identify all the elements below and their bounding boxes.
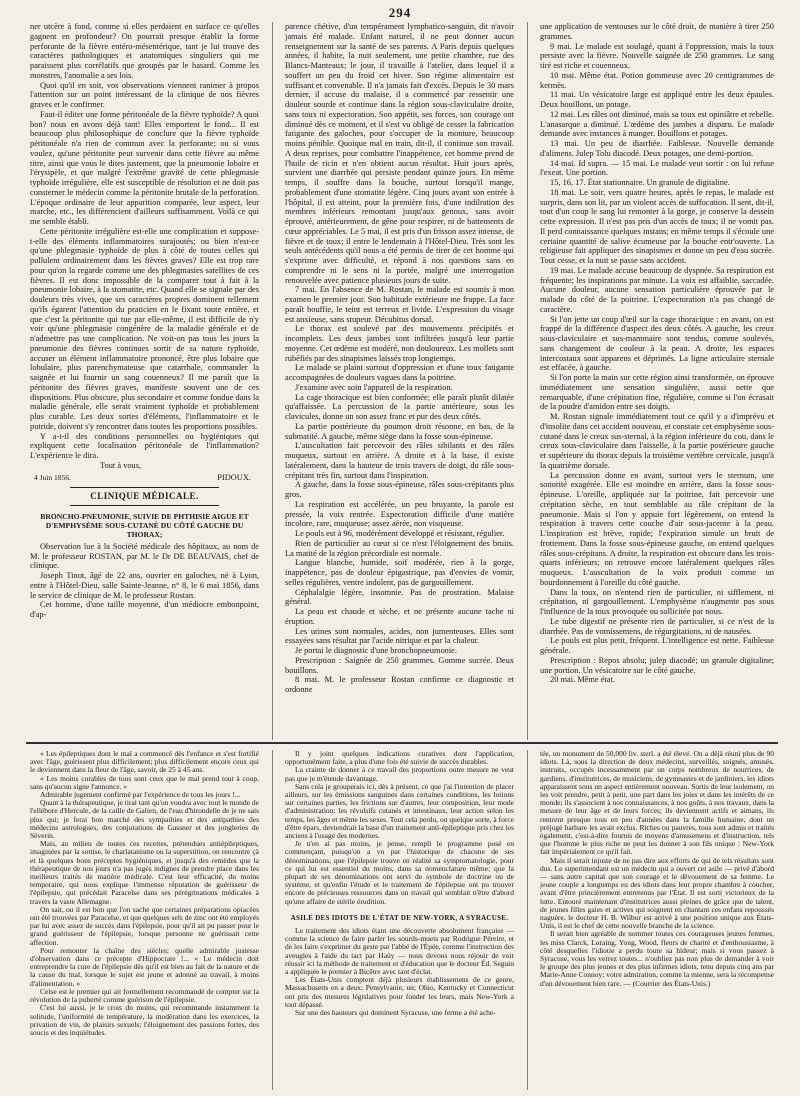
top-column-2: [285, 22, 514, 740]
paragraph: M. Rostan signale immédiatement tout ce qu'il y a d'imprévu et d'insolite dans cet accident nouveau, et constate cet emphysème sous-cutané dans le creux sus-sternal, à la région inférieure du cou, dans le creux sous-claviculaire dans l'aisselle, à la partie postérieure gauche et supérieure du thorax depuis la troisième vertèbre cervicale, jusqu'à la quatrième dorsale.: [540, 412, 774, 470]
paragraph: Sans cela je grouperais ici, dès à présent, ce que j'ai l'intention de placer ailleurs, sur les émissions sanguines dans certaines conditions, les lotions sur certaines parties, les frictions sur d'autres, leur composition, leur mode d'administration; les révulsifs cutanés et intestinaux, leur action selon les temps, les âges et même les sexes. Tout cela perdu, ou quelque sorte, à force d'être épars, deviendrait la base d'un traitement anti-épileptique pris chez les anciens à l'usage des modernes.: [285, 781, 514, 841]
paragraph: Je portai le diagnostic d'une bronchopneumonie.: [295, 646, 457, 655]
bottom-column-1: [30, 750, 259, 1090]
paragraph: Pour remonter la chaîne des siècles; quelle admirable justesse d'observation dans ce précepte d'Hippocrate !... « Le médecin doit entreprendre la cure de l'épilepsie dès qu'il est bien au fait de la nature et de la cause du mal, lorsque le sujet est jeune et adonné au travail, à moins d'alimentation. »: [30, 945, 259, 988]
paragraph: Si l'on porte la main sur cette région ainsi transformée, on éprouve immédiatement une sensation singulière, aussi nette que remarquable, d'une crépitation fine, régulière, comme si l'on écrasait de la poudre d'amidon entre ses doigts.: [540, 373, 774, 412]
paragraph: Faut-il éditer une forme péritonéale de la fièvre typhoïde? A quoi bon? nous en avons déjà tant! Elles emportent le fond... Il est beaucoup plus philosophique de conclure que la fièvre typhoïde péritonéale n'a rien de commun avec la perforante; ou si vous voulez, qu'une péritonite peut survenir dans cette fièvre au même titre, ainsi que vous le dites justement, que la pneumonie lobaire et l'érysipèle, et que malgré l'extrême gravité de cette phlegmasie typhoïde irrégulière, elle est susceptible de résolution et ne doit pas consterner le médecin comme la péritonite brutale de la perforation. L'époque ordinaire de leur apparition comparée, leur aspect, leur marche, etc., les différencient d'ailleurs suffisamment. Voilà ce qui me semble établi.: [30, 109, 259, 226]
paragraph: Langue blanche, humide, soif modérée, rien à la gorge, inappétence, pas de douleur épigastrique, pas d'envies de vomir, selles régulières, ventre indolent, pas de gargouillement.: [285, 558, 514, 587]
paragraph: 12 mai. Les râles ont diminué, mais sa toux est opiniâtre et rebelle. L'anasarque a diminué. L'œdème des jambes a disparu. Le malade demande avec instances à manger. Bouillons et potages.: [540, 109, 774, 139]
section-title: CLINIQUE MÉDICALE.: [90, 491, 199, 501]
paragraph: Je n'en ai pas moins, je pense, rempli le programme posé en commençant, puisqu'on a vu par l'historique de chacune de ses dénominations, que l'épilepsie trouve en réalité sa symptomatologie, pour ce qui lui est essentiel du moins, dans sa nomenclature même; que la plupart de ses dénominations ont servi de symbole de doctrine ou de système, et qu'enfin l'étude et le traitement de l'épilepsie ont pu trouver encore de précieuses ressources dans un travail qui semblait n'être d'abord qu'une affaire de stérile érudition.: [285, 839, 514, 906]
paragraph: 20 mai. Même état.: [550, 675, 615, 685]
paragraph: Si l'on jette un coup d'œil sur la cage thoracique : en avant, on est frappé de la différence d'aspect des deux côtés. A gauche, les creux sous-claviculaire et sus-mammaire sont tendus, comme soulevés, sans changement de couleur à la peau. A droite, les espaces intercostaux sont apparens et déprimés. La ligne articulaire sternale est effacée, à gauche.: [540, 314, 774, 373]
paragraph: La crainte de donner à ce travail des proportions outre mesure ne veut pas que je m'étende davantage.: [285, 765, 514, 783]
paragraph: 18 mai. Le soir, vers quatre heures, après le repas, le malade est surpris, dans son lit, par un violent accès de suffocation. Il sent, dit-il, tout d'un coup le sang lui remonter à la gorge, je conserve la dessein cette expression. Il n'est pas pris d'un accès de toux; il ne vomit pas. Il perd connaissance quelques instans; en même temps il s'écoule une certaine quantité de salive écumeuse par la bouche entr'ouverte. La religieuse fait appliquer des sinapismes et donne un peu d'eau sucrée. Tout cesse, et la nuit se passe sans accident.: [540, 187, 774, 265]
column-divider: [272, 22, 273, 740]
paragraph: Mais il serait injuste de ne pas dire aux efforts de qui de tels résultats sont dus. Le superintendant est un médecin qui a ouvert cet asile — privé d'abord — sans autre capital que son courage et le dévouement de sa femme. Le jeune couple a longtemps eu des idiots dans leur propre chambre à coucher, avant d'être princièrement entretenus par l'État. Il est sorti victorieux de la lutte. Entouré maintenant d'institutrices aussi pleines de grâce que de talent, de jeunes filles gaies et actives qui soignent en chantant ces enfans repoussés naguère, le docteur H. B. Wilbur est arrivé à une position unique aux États-Unis, il est le chef de cette nouvelle branche de la science.: [540, 855, 774, 931]
paragraph: Cette péritonite irrégulière est-elle une complication et suppose-t-elle des éléments inflammatoires surajoutés; ou bien n'est-ce qu'une phlegmasie typhoïde de plus à côté de toutes celles qui pullulent ordinairement dans les fièvres graves? Elle est trop rare pour qu'on la regarde comme une des phlegmasies satellites de ces fièvres. Il est donc impossible de la comparer tout à fait à la pneumonie lobaire, à la stomatite, etc. Quand elle se signale par des douleurs très vives, que ses caractères propres dominent tellement qu'ils égarent l'attention du praticien en le fixant toute entière, et que c'est la péritonite qui tue par elle-même, il est difficile de n'y voir qu'une phlegmasie congénère de la maladie générale et de n'admettre pas une complication. Ne voit-on pas tous les jours la pneumonie des fièvres continues sortir de sa nature typhoïde, accuser un élément inflammatoire prononcé, être plus lobaire que lobulaire, plus parenchymateuse que catarrhale, commander la saignée et lui fournir un sang couenneux? Il me paraît que la péritonite des fièvres graves, manifeste souvent une de ces dispositions. Plus obscure, plus secondaire et comme fondue dans la maladie générale, elle serait vraiment typhoïde et probablement plus curable. Les deux sortes d'éléments, l'inflammatoire et le putride, doivent s'y rencontrer dans toutes les proportions possibles.: [30, 226, 259, 431]
article-title: BRONCHO-PNEUMONIE, SUIVIE DE PHTHISIE AIGUE ET D'EMPHYSÈME SOUS-CUTANÉ DU CÔTÉ GAUCHE DU THORAX;: [40, 511, 249, 539]
paragraph: « Les épileptiques dont le mal a commencé dès l'enfance et s'est fortifié avec l'âge, guérissent plus difficilement; plus difficilement encore ceux qui le deviennent dans la fleur de l'âge, savoir, de 25 à 45 ans.: [30, 750, 259, 775]
paragraph: J'examine avec soin l'appareil de la respiration.: [295, 382, 453, 392]
paragraph: Le pouls est à 96, modérément développé et résistant, régulier.: [295, 529, 505, 538]
column-divider: [527, 750, 528, 1090]
paragraph: Admirable jugement confirmé par l'expérience de tous les jours !...: [40, 790, 241, 800]
paragraph: Il y joint quelques indications curatives dont l'application, opportunément faite, a plus d'une fois été suivie de succès durables.: [285, 750, 514, 767]
paragraph: L'auscultation fait percevoir des râles sibilants et des râles muqueux, surtout en arrière. A droite et à la base, il existe latéralement, dans la hauteur de trois travers de doigt, du râle sous-crépitant très fin, surtout dans l'inspiration.: [285, 441, 514, 480]
divider: [70, 487, 219, 488]
paragraph: Le traitement des idiots étant une découverte absolument française — comme la science de faire parler les sourds-muets par Rodrigue Péreire, et de les faire s'exprimer du geste par l'abbé de l'Épée, comme l'instruction des aveugles à l'aide du tact par Haüy — nous devons nous réjouir de voir réussir ici la méthode de traitement et d'éducation que le docteur Éd. Seguin a appliquée le premier à Bicêtre avec tant d'éclat.: [285, 926, 514, 977]
paragraph: 19 mai. Le malade accuse beaucoup de dyspnée. Sa respiration est fréquente; les inspirations par minute. La voix est affaiblie, saccadée. Aucune douleur, aucune sensation particulière éprouvée par le malade du côté de la poitrine. L'expectoration n'a pas changé de caractère.: [540, 265, 774, 314]
paragraph: ner utcère à fond, comme si elles perdaient en surface ce qu'elles gagnent en profondeur? On pourrait presque établir la forme perforante de la fièvre entéro-mésentérique, tant je lui trouve des caractères pathologiques et anatomiques singuliers qui me paraissent plus corrélatifs que groupés par le hasard. Comme les monstres, l'anomalie a ses lois.: [30, 22, 259, 80]
section-title: ASILE DES IDIOTS DE L'ÉTAT DE NEW-YORK, A SYRACUSE.: [290, 913, 509, 922]
paragraph: On sait, ou il est bon que l'on sache que certaines préparations opiacées ont été trouvées par Paracelse, et que quelques sels de zinc ont été employés par lui avec assez de succès dans l'épilepsie, pour qu'il ait pu passer pour le grand guérisseur de l'épilepsie, lorsque personne ne guérissait cette affection.: [30, 904, 259, 947]
bottom-column-2: [285, 750, 514, 1090]
paragraph: 7 mai. En l'absence de M. Rostan, le malade est soumis à mon examen le premier jour. Son habitude extérieure me frappe. La face paraît bouffie, le teint est terreux et livide. L'expression du visage est anxieuse, sans stupeur. Décubitus dorsal.: [285, 285, 514, 324]
paragraph: Mais, au milieu de toutes ces recettes, prétendues antiépileptiques, imaginées par la sottise, le charlatanisme ou la superstition, on rencontre çà et là quelques bons préceptes hygiéniques, et jusqu'à des remèdes que la thérapeutique de nos jours n'a pas jugés indignes de prendre place dans les meilleurs traités de matière médicale. C'est leur efficacité, du moins temporaire, qui nous explique l'immense réputation de guérisseur de l'épilepsie, qui précédait Paracelse dans ses pérégrinations médicales à travers la vaste Allemagne.: [30, 839, 259, 906]
article-intro: Observation lue à la Société médicale des hôpitaux, au nom de M. le professeur ROSTAN, par M. le Dr DE BEAUVAIS, chef de clinique.: [30, 541, 259, 571]
paragraph: La peau est chaude et sèche, et ne présente aucune tache ni éruption.: [285, 607, 514, 626]
paragraph: La cage thoracique est bien conformée; elle paraît plutôt dilatée qu'affaissée. La percussion de la partie antérieure, sous les clavicules, donne un son assez franc et pur des deux côtés.: [285, 392, 514, 421]
paragraph: Le thorax est soulevé par des mouvements précipités et incomplets. Les deux jambes sont infiltrées jusqu'à leur partie moyenne. Cet œdème est modéré, non douloureux. Les mollets sont rubéfiés par des sinapismes laissés trop longtemps.: [285, 324, 514, 363]
paragraph: 15, 16, 17. État stationnaire. Un granule de digitaline.: [550, 178, 730, 187]
signature: PIDOUX.: [217, 472, 251, 482]
paragraph: 11 mai. Un vésicatoire large est appliqué entre les deux épaules. Deux bouillons, un potage.: [540, 90, 774, 109]
paragraph: parence chétive, d'un tempérament lymphatico-sanguin, dit n'avoir jamais été malade. Enfant naturel, il ne peut donner aucun renseignement sur la santé de ses parents. A Paris depuis quelques années, il habite, la nuit seulement, une petite chambre, rue des Blancs-Manteaux; le jour, il travaille à l'atelier, dans lequel il a souffert un peu du froid cet hiver. Son régime alimentaire est suffisant et convenable. Il n'a jamais fait d'excès. Depuis le 30 mars dernier, il accuse du malaise, il a commencé par ressentir une douleur sourde et continue dans la région sous-claviculaire droite, sans toux ni expectoration. Son appétit, ses forces, son courage ont diminué dès ce moment, et il s'est vu obligé de cesser la fabrication fatigante des galoches, pour s'occuper de la monture, beaucoup moins pénible. Quoique mal en train, dit-il, il continue son travail. A deux reprises, pour combattre l'inappétence, cet homme prend de l'huile de ricin et n'en obtient aucun résultat. Huit jours après, survient une diarrhée qui persiste pendant quinze jours. En même temps, il souffre dans la bouche, surtout lorsqu'il mange, probablement d'une stomatite légère. Cinq jours avant son entrée à l'hôpital, il est atteint, pour la première fois, d'une indilration des membres inférieurs remontant jusqu'aux genoux, sans avoir éprouvé, antérieurement, de gêne pour respirer, ni de battements de cœur appréciables. Le 5 mai, il est pris d'un frisson assez intense, de fièvre et de toux; il entre le lendemain à l'Hôtel-Dieu. Très sont les seuls antécédents qu'il nous a été permis de tirer de cet homme qui s'exprime avec difficulté, et répond à nos questions sans en comprendre ni le sens ni la portée, malgré une interrogation renouvelée avec patience plusieurs jours de suite.: [285, 22, 514, 285]
paragraph: Prescription : Saignée de 250 grammes. Gomme sucrée. Deux bouillons.: [285, 655, 514, 675]
paragraph: Sur une des hauteurs qui dominent Syracuse, une ferme a été ache-: [295, 1008, 496, 1018]
feuilleton-rule: [26, 742, 778, 744]
paragraph: 9 mai. Le malade est soulagé, quant à l'oppression, mais la toux persiste avec la fièvre. Nouvelle saignée de 250 grammes. Le sang tiré est riche et couenneux.: [540, 41, 774, 70]
paragraph: Joseph Tinot, âgé de 22 ans, ouvrier en galoches, né à Lyon, entre à l'Hôtel-Dieu, salle Sainte-Jeanne, n° 8, le 6 mai 1856, dans le service de clinique de M. le professeur Rostan.: [30, 571, 259, 600]
paragraph: 14 mai. Id supra. — 15 mai. Le malade veut sortir : on lui refuse l'exeat. Une portion.: [540, 158, 774, 178]
paragraph: Celse est le premier qui ait formellement recommandé de compter sur la révolution de la puberté comme guérison de l'épilepsie.: [30, 986, 259, 1005]
paragraph: Quoi qu'il en soit, vos observations viennent ranimer à propos l'attention sur un point intéressant de la clinique de nos fièvres graves et le confirmer.: [30, 80, 259, 109]
paragraph: Y a-t-il des conditions personnelles ou hygiéniques qui expliquent cette localisation péritonéale de l'inflammation? L'expérience le dira.: [30, 431, 259, 460]
paragraph: Le malade se plaint surtout d'oppression et d'une toux fatigante accompagnées de douleurs vagues dans la poitrine.: [285, 363, 514, 382]
paragraph: 10 mai. Même état. Potion gommeuse avec 20 centigrammes de kermès.: [540, 70, 774, 90]
top-column-3: [540, 22, 774, 740]
paragraph: C'est lui aussi, je le crois du moins, qui recommande instamment la solitude, l'uniformité de température, la modération dans les exercices, la privation de vin, de plaisirs sexuels; l'éloignement des passions fortes, des soucis et des inquiétudes.: [30, 1003, 259, 1037]
divider: [70, 505, 219, 506]
column-divider: [527, 22, 528, 740]
paragraph: Céphalalgie légère, insomnie. Pas de prostration. Malaise général.: [285, 587, 514, 607]
column-divider: [272, 750, 273, 1090]
closing: Tout à vous,: [100, 460, 142, 470]
top-column-1: [30, 22, 259, 740]
paragraph: Il serait bien agréable de nommer toutes ces courageuses jeunes femmes, les miss Clarck, Loraing, Yong, Wood, fleurs de charité et d'enthousiasme, à côté desquelles l'idiotie a perdu toute sa hideur; mais si vous passez à Syracuse, vous les verrez toutes... n'oubliez pas non plus de demander à voir le groupe des plus jeunes et des plus infirmes idiots, tenu depuis cinq ans par Marie-Anne Connoy; votre admiration, comme la mienne, sera la récompense d'un dévouement bien rare. — (Courrier des États-Unis.): [540, 929, 774, 988]
paragraph: Les urines sont normales, acides, non jumenteuses. Elles sont essayées sans résultat par l'acide nitrique et par la chaleur.: [285, 626, 514, 646]
paragraph: La partie postérieure du poumon droit résonne, en bas, de la submatité. A gauche, même siège dans la fosse sous-épineuse.: [285, 421, 514, 441]
paragraph: La respiration est accélérée, un peu bruyante, la parole est pressée, la voix rentrée. Expectoration difficile d'une matière incolore, rare, muqueuse; assez aérée, non visqueuse.: [285, 499, 514, 529]
paragraph: Le pouls est plus petit, fréquent. L'intelligence est nette. Faiblesse générale.: [540, 636, 774, 655]
paragraph: « Les moins curables de tous sont ceux que le mal prend tout à coup, sans qu'aucun signe l'annonce. »: [30, 773, 259, 791]
paragraph: 8 mai. M. le professeur Rostan confirme ce diagnostic et ordonne: [285, 675, 514, 694]
paragraph: tée, un monument de 50,000 liv. sterl. a été élevé. On a déjà réuni plus de 90 idiots. Là, sous la direction de deux médecins, surveillés, soignés, amusés, instruits, occupés incessamment par un corps nombreux de nourrices, de gardiens, d'institutrices, de musiciens, de gymnastes et de jardiniers, les idiots apparaissent sous un aspect entièrement nouveau. Sortis de leur isolement, on les voit prendre, petit à petit, une part dans les joies et dans les intérêts de ce monde; ils s'associent à nos connaissances, à nos goûts, à nos travaux, dans la mesure de leur âge et de leurs forces; ils deviennent actifs et aimans, ils rentrent presque tous en peu d'années dans la famille humaine, dont un préjugé barbare les avait exclus. Riches ou pauvres, tous sont admis et traités également, c'est-à-dire fournis de moyens d'amusemens et d'instruction, tels que l'homme le plus riche ne peut les donner à son fils unique : New-York fait impérialement ce qu'il fait.: [540, 750, 774, 857]
letter-date: 4 Juin 1856.: [34, 473, 71, 483]
paragraph: 13 mai. Un peu de diarrhée. Faiblesse. Nouvelle demande d'alimens. Julep Tolu diacodé. Deux potages, une demi-portion.: [540, 139, 774, 158]
paragraph: Cet homme, d'une taille moyenne, d'un médiocre embonpoint, d'ap-: [30, 600, 259, 619]
paragraph: La percussion donne en avant, surtout vers le sternum, une sonorité exagérée. Elle est moindre en arrière, dans la fosse sous-épineuse. L'oreille, appliquée sur la poitrine, fait percevoir une crépitation sèche, en tout semblable au râle crépitant de la pneumonie. Mais si l'on y appuie fort légèrement, on entend la respiration à travers cette couche d'air sous-jacente à la peau. L'inspiration est brève, rapide; l'expiration simule un bruit de frottement. Dans la fosse sous-épineuse gauche, on entend quelques râles sous-crépitans. A droite, la respiration est obscure dans les trois-quarts inférieurs; on retrouve encore latéralement quelques râles muqueux. L'auscultation de la voix produit comme un bourdonnement à l'oreille du côté gauche.: [540, 470, 774, 587]
paragraph: Les États-Unis comptent déjà plusieurs établissemens de ce genre, Massachusetts en a deux; Pensylvanie, un; Ohio, Kentucky et Connecticut ont pris des mesures législatives pour fonder les leurs, mais New-York a tout dépassé.: [285, 975, 514, 1009]
paragraph: A gauche, dans la fosse sous-épineuse, râles sous-crépitants plus gros.: [285, 480, 514, 499]
paragraph: Quant à la thérapeutique, je tirai tant qu'on voudra avec tout le monde de l'ellébore d'Hercule, de la caille de Galien, de l'eau d'hirondelle de je ne sais plus qui; je ferai bon marché des sympathies et des antipathies des médecins astrologues, des conjurations de Gassner et des jongleries de Séverin.: [30, 798, 259, 841]
paragraph: Prescription : Repos absolu; julep diacodé; un granule digitaline; une portion. Un vésicatoire sur le côté gauche.: [540, 655, 774, 675]
paragraph: Le tube digestif ne présente rien de particulier, si ce n'est de la diarrhée. Pas de vomissemens, de régurgitations, ni de nausées.: [540, 616, 774, 636]
bottom-column-3: [540, 750, 774, 1090]
page-number: 294: [388, 5, 412, 20]
paragraph: Dans la toux, on n'entend rien de particulier, ni sifflement, ni crépitation, ni gargouillement. L'emphysème n'augmente pas sous l'influence de la toux provoquée ou sollicitée par nous.: [540, 587, 774, 616]
paragraph: une application de ventouses sur le côté droit, de manière à tirer 250 grammes.: [540, 22, 774, 41]
paragraph: Rien de particulier au cœur si ce n'est l'éloignement des bruits. La matité de la région précordiale est normale.: [285, 538, 514, 558]
